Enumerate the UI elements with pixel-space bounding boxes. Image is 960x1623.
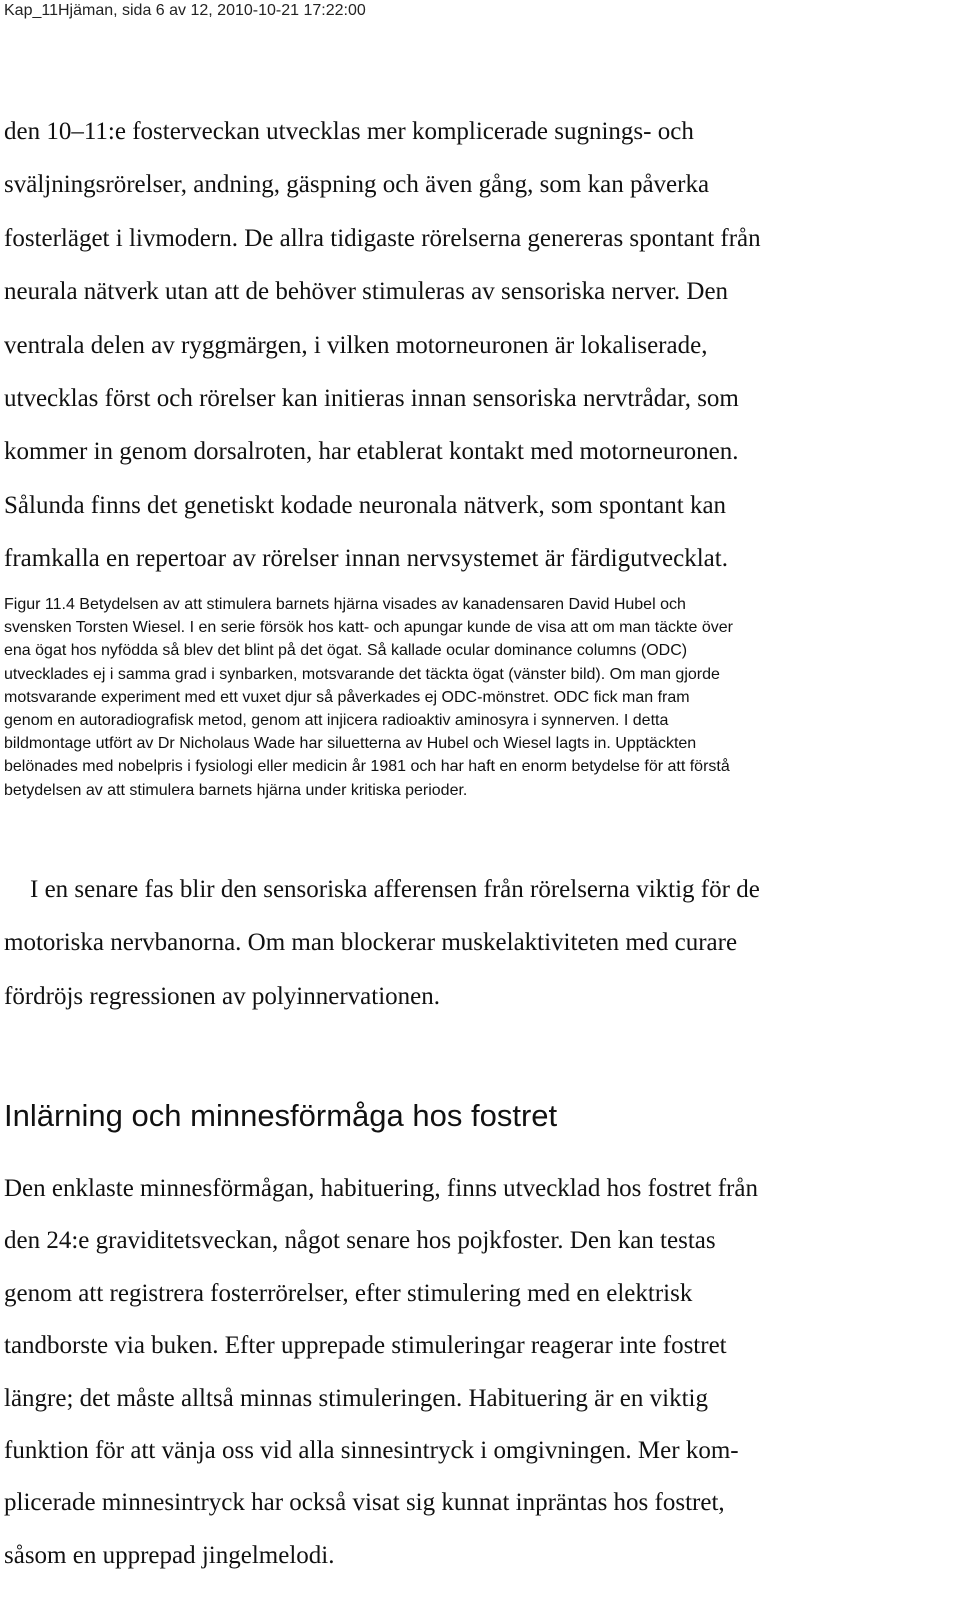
caption-line: svensken Torsten Wiesel. I en serie försök hos katt- och apungar kunde de visa att om man täckte över (4, 619, 733, 637)
text-line: längre; det måste alltså minnas stimuleringen. Habituering är en viktig (4, 1384, 708, 1412)
text-line: utvecklas först och rörelser kan initieras innan sensoriska nervtrådar, som (4, 384, 739, 412)
text-line: motoriska nervbanorna. Om man blockerar muskelaktiviteten med curare (4, 929, 738, 957)
text-line: neurala nätverk utan att de behöver stimuleras av sensoriska nerver. Den (4, 278, 729, 306)
text-line: plicerade minnesintryck har också visat sig kunnat inpräntas hos fostret, (4, 1489, 725, 1517)
body-paragraph-1 (4, 105, 954, 586)
text-line: den 24:e graviditetsveckan, något senare hos pojkfoster. Den kan testas (4, 1227, 716, 1255)
text-line: den 10–11:e fosterveckan utvecklas mer komplicerade sugnings- och (4, 118, 694, 145)
caption-line: belönades med nobelpris i fysiologi eller medicin år 1981 och har haft en enorm betydelse för att förstå (4, 758, 730, 776)
text-line: funktion för att vänja oss vid alla sinnesintryck i omgivningen. Mer kom- (4, 1436, 739, 1464)
body-paragraph-3 (4, 1163, 954, 1582)
running-header: Kap_11Hjäman, sida 6 av 12, 2010-10-21 17:22:00 (4, 2, 366, 19)
caption-line: bildmontage utfört av Dr Nicholaus Wade har siluetterna av Hubel och Wiesel lagts in. Upptäckten (4, 735, 697, 753)
section-heading: Inlärning och minnesförmåga hos fostret (4, 1098, 558, 1133)
caption-line: betydelsen av att stimulera barnets hjärna under kritiska perioder. (4, 781, 468, 799)
caption-line: motsvarande experiment med ett vuxet djur så påverkades ej ODC-mönstret. ODC fick man fram (4, 688, 690, 706)
caption-line: genom en autoradiografisk metod, genom att injicera radioaktiv aminosyra i synnerven. I detta (4, 711, 669, 729)
caption-line: ena ögat hos nyfödda så blev det blint på det ögat. Så kallade ocular dominance columns (ODC) (4, 642, 688, 660)
text-line: I en senare fas blir den sensoriska afferensen från rörelserna viktig för de (30, 876, 760, 903)
body-paragraph-2 (4, 863, 954, 1023)
text-line: fördröjs regressionen av polyinnervationen. (4, 982, 440, 1010)
figure-caption (4, 593, 954, 802)
text-line: såsom en upprepad jingelmelodi. (4, 1541, 335, 1569)
text-line: ventrala delen av ryggmärgen, i vilken motorneuronen är lokaliserade, (4, 331, 708, 359)
text-line: kommer in genom dorsalroten, har etablerat kontakt med motorneuronen. (4, 438, 739, 466)
caption-line: Figur 11.4 Betydelsen av att stimulera barnets hjärna visades av kanadensaren David Hubel och (4, 596, 686, 613)
text-line: Sålunda finns det genetiskt kodade neuronala nätverk, som spontant kan (4, 491, 727, 519)
text-line: framkalla en repertoar av rörelser innan nervsystemet är färdigutvecklat. (4, 545, 728, 573)
caption-line: utvecklades ej i samma grad i synbarken, motsvarande det täckta ögat (vänster bild). Om man gjorde (4, 665, 720, 683)
text-line: fosterläget i livmodern. De allra tidigaste rörelserna genereras spontant från (4, 224, 761, 252)
text-line: sväljningsrörelser, andning, gäspning och även gång, som kan påverka (4, 171, 710, 199)
text-line: tandborste via buken. Efter upprepade stimuleringar reagerar inte fostret (4, 1332, 727, 1360)
text-line: Den enklaste minnesförmågan, habituering, finns utvecklad hos fostret från (4, 1175, 758, 1202)
text-line: genom att registrera fosterrörelser, efter stimulering med en elektrisk (4, 1279, 693, 1307)
